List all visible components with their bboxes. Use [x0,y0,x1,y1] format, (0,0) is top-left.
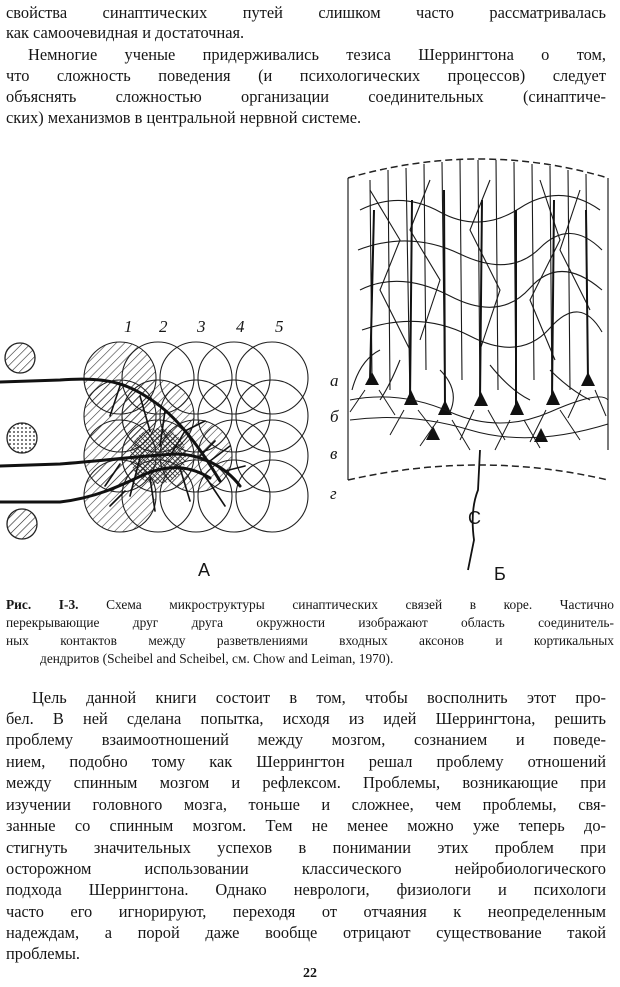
input-cell-hatched [5,343,35,373]
row-label: г [330,484,337,503]
text-line: что сложность поведения (и психологических процессов) следует [6,66,606,85]
figure-caption-prefix: Рис. I-3. [6,597,79,612]
text-line: проблему взаимоотношений между мозгом, сознанием и поведе- [6,730,606,749]
column-label: 3 [197,317,206,336]
figure-caption-line: перекрывающие друг друга окружности изображают область соединитель- [6,615,614,630]
row-label: б [330,407,339,426]
text-line: бел. В ней сделана попытка, исходя из идей Шеррингтона, решить [6,709,606,728]
text-line: ских) механизмов в центральной нервной системе. [6,108,362,127]
text-line: Цель данной книги состоит в том, чтобы восполнить этот про- [32,688,606,707]
figure-b-cortex-neurons [340,150,620,590]
figure-caption-line: дендритов (Scheibel and Scheibel, см. Chow and Leiman, 1970). [40,651,394,666]
input-cell-hatched [7,509,37,539]
text-line: изучении головного мозга, тоньше и сложнее, чем проблемы, свя- [6,795,606,814]
column-label: 1 [124,317,133,336]
text-line: осторожном использовании классического нейробиологического [6,859,606,878]
figure-caption-text: Схема микроструктуры синаптических связей в коре. Частично [106,597,614,612]
column-label: 5 [275,317,284,336]
figure-a-circle-grid [0,306,345,588]
text-line: часто его игнорируют, переходя от отчаяния к неопределенным [6,902,606,921]
text-line: между спинным мозгом и рефлексом. Проблемы, возникающие при [6,773,606,792]
figure-caption-line: ных контактов между разветвлениями входных аксонов и кортикальных [6,633,614,648]
row-label: в [330,444,338,463]
text-line: объяснять сложностью организации соединительных (синаптиче- [6,87,606,106]
column-label: 2 [159,317,168,336]
text-line: нием, подобно тому как Шеррингтон решал проблему отношений [6,752,606,771]
text-line: подхода Шеррингтона. Однако неврологи, физиологи и психологи [6,880,606,899]
row-label: а [330,371,339,390]
panel-a-label: А [198,560,211,580]
column-label: 4 [236,317,245,336]
figure-caption-line [6,596,614,614]
text-line: Немногие ученые придерживались тезиса Шеррингтона о том, [28,45,606,64]
panel-b-label: Б [494,564,506,584]
text-line: как самоочевидная и достаточная. [6,23,245,42]
input-cell-dotted [7,423,37,453]
page-number: 22 [303,966,317,981]
text-line: занные со спинным мозгом. Тем не менее можно уже теперь до- [6,816,606,835]
hatched-overlap-area [84,342,232,532]
text-line: стигнуть значительных успехов в понимании этих проблем при [6,838,606,857]
text-line: свойства синаптических путей слишком часто рассматривалась [6,3,606,22]
text-line: проблемы. [6,944,81,963]
text-line: надеждам, а порой даже вообще отрицают существование такой [6,923,606,942]
axon-label: С [468,508,481,528]
dendrite-mesh [352,160,602,412]
